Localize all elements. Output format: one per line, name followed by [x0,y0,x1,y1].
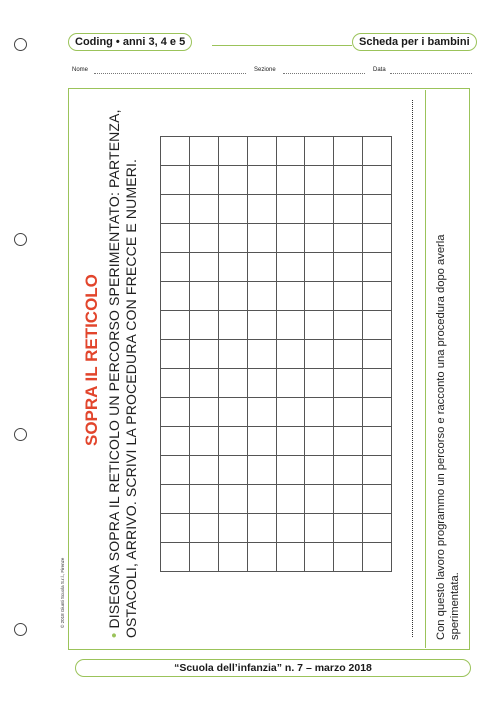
grid-cell[interactable] [161,514,190,543]
grid-cell[interactable] [190,514,219,543]
grid-cell[interactable] [334,398,363,427]
grid-cell[interactable] [219,427,248,456]
grid-cell[interactable] [277,224,306,253]
grid-cell[interactable] [334,485,363,514]
grid-cell[interactable] [161,398,190,427]
grid-cell[interactable] [248,340,277,369]
grid-cell[interactable] [161,311,190,340]
grid-cell[interactable] [190,456,219,485]
grid-cell[interactable] [219,311,248,340]
name-field-line [94,73,246,74]
grid-cell[interactable] [219,137,248,166]
grid-cell[interactable] [219,166,248,195]
grid-cell[interactable] [190,485,219,514]
header-sheet-type-label: Scheda per i bambini [352,33,477,51]
grid-cell[interactable] [248,282,277,311]
grid-cell[interactable] [334,456,363,485]
grid-cell[interactable] [219,398,248,427]
grid-cell[interactable] [190,427,219,456]
binder-hole-2 [14,233,27,246]
grid-cell[interactable] [219,485,248,514]
grid-cell[interactable] [305,456,334,485]
grid-cell[interactable] [161,166,190,195]
section-field-line [283,73,365,74]
grid-cell[interactable] [248,137,277,166]
grid-cell[interactable] [161,253,190,282]
copyright-notice: © 2018 Giunti Scuola S.r.l., Firenze [60,557,65,628]
binder-hole-1 [14,38,27,51]
grid-cell[interactable] [363,543,392,572]
grid-cell[interactable] [277,166,306,195]
footer-issue-label: “Scuola dell’infanzia” n. 7 – marzo 2018 [75,659,471,677]
grid-cell[interactable] [161,282,190,311]
grid-cell[interactable] [277,282,306,311]
grid-cell[interactable] [305,369,334,398]
section-field-label: Sezione [254,67,276,73]
binder-hole-4 [14,623,27,636]
grid-cell[interactable] [190,166,219,195]
grid-cell[interactable] [363,369,392,398]
grid-cell[interactable] [334,166,363,195]
grid-cell[interactable] [277,514,306,543]
teacher-note-line-1: Con questo lavoro programmo un percorso e racconto una procedura dopo averla [435,234,447,640]
grid-cell[interactable] [277,485,306,514]
grid-cell[interactable] [190,282,219,311]
grid-cell[interactable] [161,340,190,369]
grid-cell[interactable] [190,340,219,369]
grid-cell[interactable] [219,369,248,398]
grid-cell[interactable] [363,195,392,224]
grid-cell[interactable] [334,340,363,369]
grid-cell[interactable] [363,456,392,485]
grid-cell[interactable] [248,311,277,340]
grid-cell[interactable] [334,311,363,340]
worksheet-title: SOPRA IL RETICOLO [82,274,101,446]
grid-cell[interactable] [277,398,306,427]
grid-cell[interactable] [248,543,277,572]
grid-cell[interactable] [161,369,190,398]
grid-cell[interactable] [190,253,219,282]
binder-hole-3 [14,428,27,441]
grid-cell[interactable] [334,195,363,224]
grid-cell[interactable] [363,485,392,514]
grid-cell[interactable] [248,398,277,427]
teacher-note-divider [425,90,426,648]
date-field-label: Data [373,67,386,73]
grid-cell[interactable] [161,456,190,485]
grid-cell[interactable] [363,253,392,282]
grid-cell[interactable] [161,543,190,572]
grid-cell[interactable] [305,253,334,282]
grid-cell[interactable] [277,369,306,398]
grid-cell[interactable] [248,427,277,456]
grid-cell[interactable] [305,514,334,543]
header-rule [212,45,352,46]
name-field-label: Nome [72,67,89,73]
grid-cell[interactable] [219,224,248,253]
grid-cell[interactable] [277,195,306,224]
grid-cell[interactable] [334,282,363,311]
grid-cell[interactable] [305,340,334,369]
grid-cell[interactable] [363,340,392,369]
grid-cell[interactable] [363,166,392,195]
grid-cell[interactable] [248,224,277,253]
drawing-grid[interactable] [160,136,392,572]
grid-cell[interactable] [190,224,219,253]
grid-cell[interactable] [305,485,334,514]
grid-cell[interactable] [363,398,392,427]
grid-cell[interactable] [305,311,334,340]
grid-cell[interactable] [161,427,190,456]
teacher-note-cut-line [412,100,413,637]
grid-cell[interactable] [219,543,248,572]
grid-cell[interactable] [334,137,363,166]
grid-cell[interactable] [161,137,190,166]
grid-cell[interactable] [363,137,392,166]
grid-cell[interactable] [305,137,334,166]
grid-cell[interactable] [277,137,306,166]
grid-cell[interactable] [277,340,306,369]
grid-cell[interactable] [305,398,334,427]
grid-cell[interactable] [363,311,392,340]
grid-cell[interactable] [305,195,334,224]
grid-cell[interactable] [248,195,277,224]
grid-cell[interactable] [305,282,334,311]
grid-cell[interactable] [334,224,363,253]
grid-cell[interactable] [219,282,248,311]
grid-cell[interactable] [363,514,392,543]
grid-cell[interactable] [219,195,248,224]
teacher-note [434,235,462,640]
grid-cell[interactable] [190,311,219,340]
grid-cell[interactable] [219,340,248,369]
grid-cell[interactable] [190,398,219,427]
grid-cell[interactable] [277,427,306,456]
grid-cell[interactable] [161,224,190,253]
grid-cell[interactable] [334,253,363,282]
grid-cell[interactable] [190,543,219,572]
grid-cell[interactable] [305,543,334,572]
grid-cell[interactable] [363,427,392,456]
grid-cell[interactable] [219,456,248,485]
worksheet-instructions [106,109,140,638]
grid-cell[interactable] [334,427,363,456]
grid-cell[interactable] [248,514,277,543]
name-field[interactable] [72,67,88,73]
grid-cell[interactable] [219,253,248,282]
grid-cell[interactable] [190,195,219,224]
grid-cell[interactable] [334,514,363,543]
header-category-label: Coding • anni 3, 4 e 5 [68,33,192,51]
grid-cell[interactable] [161,485,190,514]
section-field[interactable] [254,67,276,73]
grid-cell[interactable] [248,166,277,195]
grid-cell[interactable] [277,311,306,340]
grid-cell[interactable] [277,456,306,485]
instruction-text-2: OSTACOLI, ARRIVO. SCRIVI LA PROCEDURA CON FRECCE E NUMERI. [123,158,139,638]
grid-cell[interactable] [277,253,306,282]
teacher-note-line-2: sperimentata. [449,572,461,640]
grid-cell[interactable] [334,369,363,398]
grid-cell[interactable] [219,514,248,543]
grid-cell[interactable] [305,166,334,195]
grid-cell[interactable] [363,224,392,253]
grid-cell[interactable] [277,543,306,572]
grid-cell[interactable] [248,456,277,485]
instruction-bullet: • [106,632,123,638]
grid-cell[interactable] [334,543,363,572]
grid-cell[interactable] [363,282,392,311]
student-info-row [72,67,472,77]
grid-cell[interactable] [161,195,190,224]
date-field[interactable] [373,67,386,73]
instruction-text-1: DISEGNA SOPRA IL RETICOLO UN PERCORSO SPERIMENTATO: PARTENZA, [106,109,122,629]
grid-cell[interactable] [248,485,277,514]
date-field-line [390,73,472,74]
instruction-line-2 [123,109,140,638]
grid-cell[interactable] [190,369,219,398]
instruction-line-1 [106,109,123,638]
grid-cell[interactable] [190,137,219,166]
grid-cell[interactable] [248,369,277,398]
grid-cell[interactable] [248,253,277,282]
grid-cell[interactable] [305,427,334,456]
grid-cell[interactable] [305,224,334,253]
